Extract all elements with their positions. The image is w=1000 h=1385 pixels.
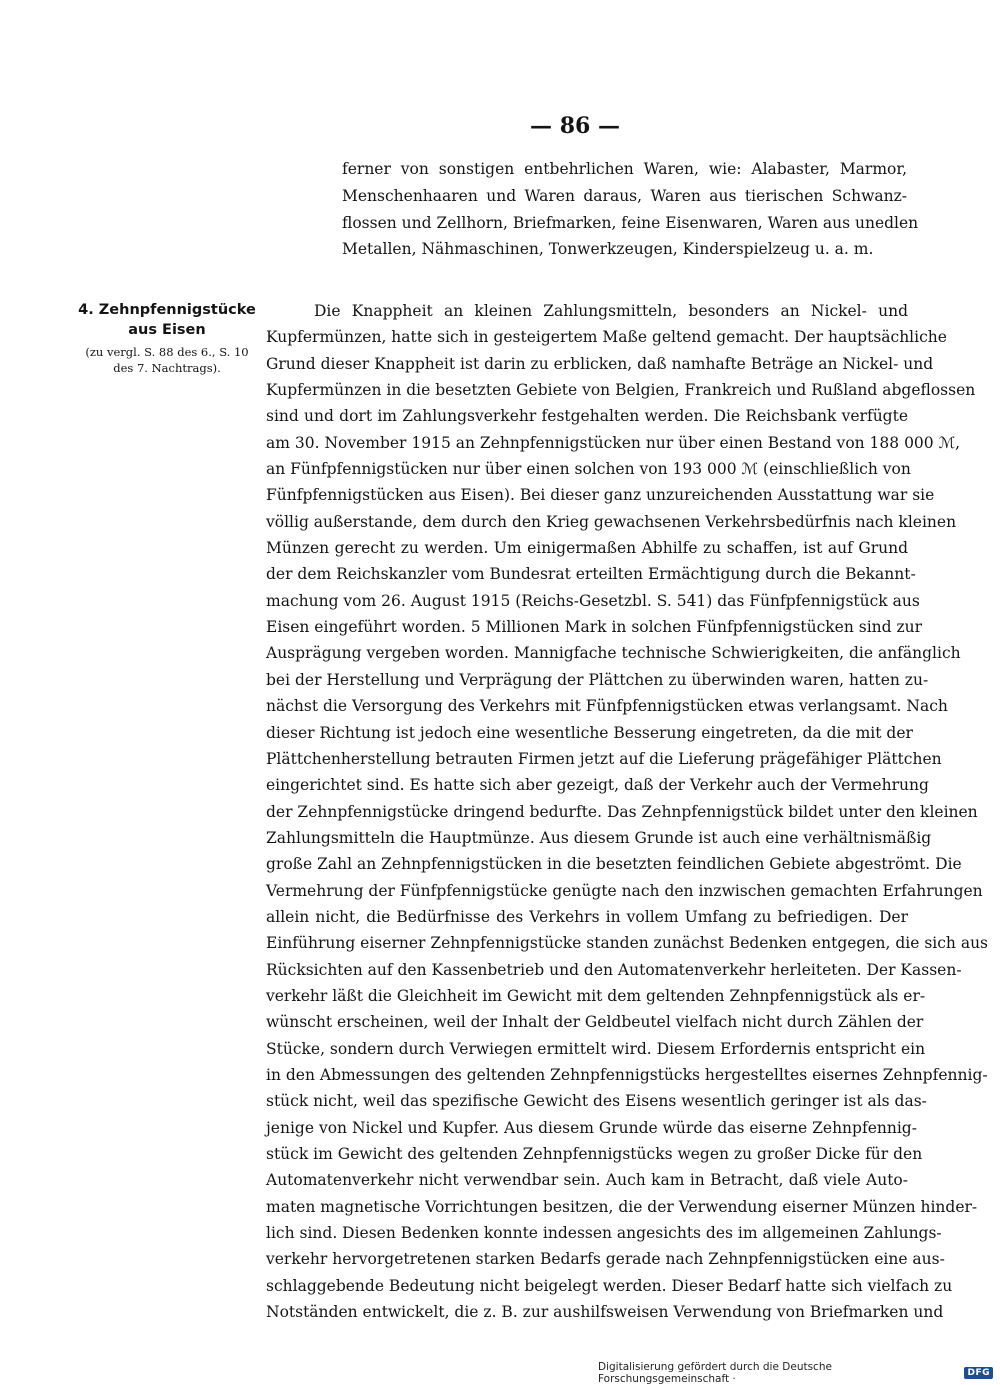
- intro-paragraph: [342, 156, 919, 263]
- text-line: Eisen eingeführt worden. 5 Millionen Mark in solchen Fünfpfennigstücken sind zur: [266, 618, 923, 637]
- text-line: maten magnetische Vorrichtungen besitzen, die der Verwendung eiserner Münzen hinder-: [266, 1197, 978, 1216]
- text-line: bei der Herstellung und Verprägung der Plättchen zu überwinden waren, hatten zu-: [266, 670, 929, 689]
- margin-heading-line: aus Eisen: [128, 322, 206, 338]
- dfg-logo: DFG: [964, 1367, 993, 1379]
- text-line: am 30. November 1915 an Zehnpfennigstücken nur über einen Bestand von 188 000 ℳ,: [266, 433, 961, 452]
- text-line: Ausprägung vergeben worden. Mannigfache technische Schwierigkeiten, die anfänglich: [266, 644, 961, 663]
- text-line: sind und dort im Zahlungsverkehr festgehalten werden. Die Reichsbank verfügte: [266, 407, 908, 426]
- text-line: verkehr hervorgetretenen starken Bedarfs gerade nach Zehnpfennigstücken eine aus-: [266, 1250, 945, 1269]
- text-line: verkehr läßt die Gleichheit im Gewicht mit dem geltenden Zehnpfennigstück als er-: [266, 986, 926, 1005]
- text-line: Stücke, sondern durch Verwiegen ermittelt wird. Diesem Erfordernis entspricht ein: [266, 1039, 926, 1058]
- margin-note: [72, 300, 262, 376]
- text-line: in den Abmessungen des geltenden Zehnpfennigstücks hergestelltes eisernes Zehnpfennig-: [266, 1065, 988, 1084]
- text-line: Fünfpfennigstücken aus Eisen). Bei dieser ganz unzureichenden Ausstattung war sie: [266, 486, 935, 505]
- text-line: Grund dieser Knappheit ist darin zu erblicken, daß namhafte Beträge an Nickel- und: [266, 354, 934, 373]
- text-line: der dem Reichskanzler vom Bundesrat erteilten Ermächtigung durch die Bekannt-: [266, 565, 916, 584]
- text-line: ferner von sonstigen entbehrlichen Waren, wie: Alabaster, Marmor,: [342, 160, 907, 178]
- margin-reference-line: des 7. Nachtrags).: [113, 361, 221, 375]
- footer-credit: [598, 1361, 993, 1385]
- margin-reference-line: (zu vergl. S. 88 des 6., S. 10: [85, 345, 249, 359]
- text-line: völlig außerstande, dem durch den Krieg gewachsenen Verkehrsbedürfnis nach kleinen: [266, 512, 957, 531]
- text-line: Menschenhaaren und Waren daraus, Waren aus tierischen Schwanz-: [342, 186, 907, 205]
- text-line: jenige von Nickel und Kupfer. Aus diesem Grunde würde das eiserne Zehnpfennig-: [266, 1118, 917, 1137]
- text-line: Vermehrung der Fünfpfennigstücke genügte nach den inzwischen gemachten Erfahrungen: [266, 881, 983, 900]
- footer-text: Digitalisierung gefördert durch die Deutsche Forschungsgemeinschaft ·: [598, 1361, 832, 1385]
- text-line: Einführung eiserner Zehnpfennigstücke standen zunächst Bedenken entgegen, die sich aus: [266, 934, 989, 953]
- text-line: machung vom 26. August 1915 (Reichs-Gesetzbl. S. 541) das Fünfpfennigstück aus: [266, 591, 920, 610]
- text-line: Zahlungsmitteln die Hauptmünze. Aus diesem Grunde ist auch eine verhältnismäßig: [266, 828, 932, 847]
- text-line: allein nicht, die Bedürfnisse des Verkehrs in vollem Umfang zu befriedigen. Der: [266, 907, 908, 926]
- text-line: große Zahl an Zehnpfennigstücken in die besetzten feindlichen Gebiete abgeströmt. Die: [266, 855, 962, 874]
- text-line: an Fünfpfennigstücken nur über einen solchen von 193 000 ℳ (einschließlich von: [266, 460, 911, 479]
- margin-heading-line: 4. Zehnpfennigstücke: [78, 302, 256, 318]
- text-line: Kupfermünzen in die besetzten Gebiete von Belgien, Frankreich und Rußland abgeflossen: [266, 381, 976, 400]
- text-line: Kupfermünzen, hatte sich in gesteigertem Maße geltend gemacht. Der hauptsächliche: [266, 328, 947, 347]
- text-line: Metallen, Nähmaschinen, Tonwerkzeugen, Kinderspielzeug u. a. m.: [342, 240, 874, 259]
- margin-heading: [72, 300, 262, 340]
- text-line: Notständen entwickelt, die z. B. zur aushilfsweisen Verwendung von Briefmarken und: [266, 1303, 944, 1322]
- text-line: wünscht erscheinen, weil der Inhalt der Geldbeutel vielfach nicht durch Zählen der: [266, 1013, 924, 1032]
- text-line: schlaggebende Bedeutung nicht beigelegt werden. Dieser Bedarf hatte sich vielfach zu: [266, 1276, 953, 1295]
- text-line: Automatenverkehr nicht verwendbar sein. Auch kam in Betracht, daß viele Auto-: [266, 1171, 908, 1190]
- text-line: Rücksichten auf den Kassenbetrieb und den Automatenverkehr herleiteten. Der Kassen-: [266, 960, 962, 979]
- text-line: der Zehnpfennigstücke dringend bedurfte. Das Zehnpfennigstück bildet unter den kleinen: [266, 802, 978, 821]
- text-line: nächst die Versorgung des Verkehrs mit Fünfpfennigstücken etwas verlangsamt. Nach: [266, 697, 948, 716]
- text-line: Plättchenherstellung betrauten Firmen jetzt auf die Lieferung prägefähiger Plättchen: [266, 749, 942, 768]
- text-line: lich sind. Diesen Bedenken konnte indessen angesichts des im allgemeinen Zahlungs-: [266, 1224, 942, 1243]
- text-line: dieser Richtung ist jedoch eine wesentliche Besserung eingetreten, da die mit der: [266, 723, 913, 742]
- text-line: stück nicht, weil das spezifische Gewicht des Eisens wesentlich geringer ist als das-: [266, 1092, 927, 1111]
- text-line: stück im Gewicht des geltenden Zehnpfennigstücks wegen zu großer Dicke für den: [266, 1145, 923, 1163]
- margin-reference: [72, 344, 262, 376]
- text-line: flossen und Zellhorn, Briefmarken, feine Eisenwaren, Waren aus unedlen: [342, 213, 919, 232]
- main-paragraph: [266, 298, 989, 1325]
- text-line: Die Knappheit an kleinen Zahlungsmitteln, besonders an Nickel- und: [314, 302, 908, 320]
- text-line: Münzen gerecht zu werden. Um einigermaßen Abhilfe zu schaffen, ist auf Grund: [266, 539, 908, 558]
- text-line: eingerichtet sind. Es hatte sich aber gezeigt, daß der Verkehr auch der Vermehrung: [266, 776, 929, 795]
- page-number: — 86 —: [530, 113, 620, 139]
